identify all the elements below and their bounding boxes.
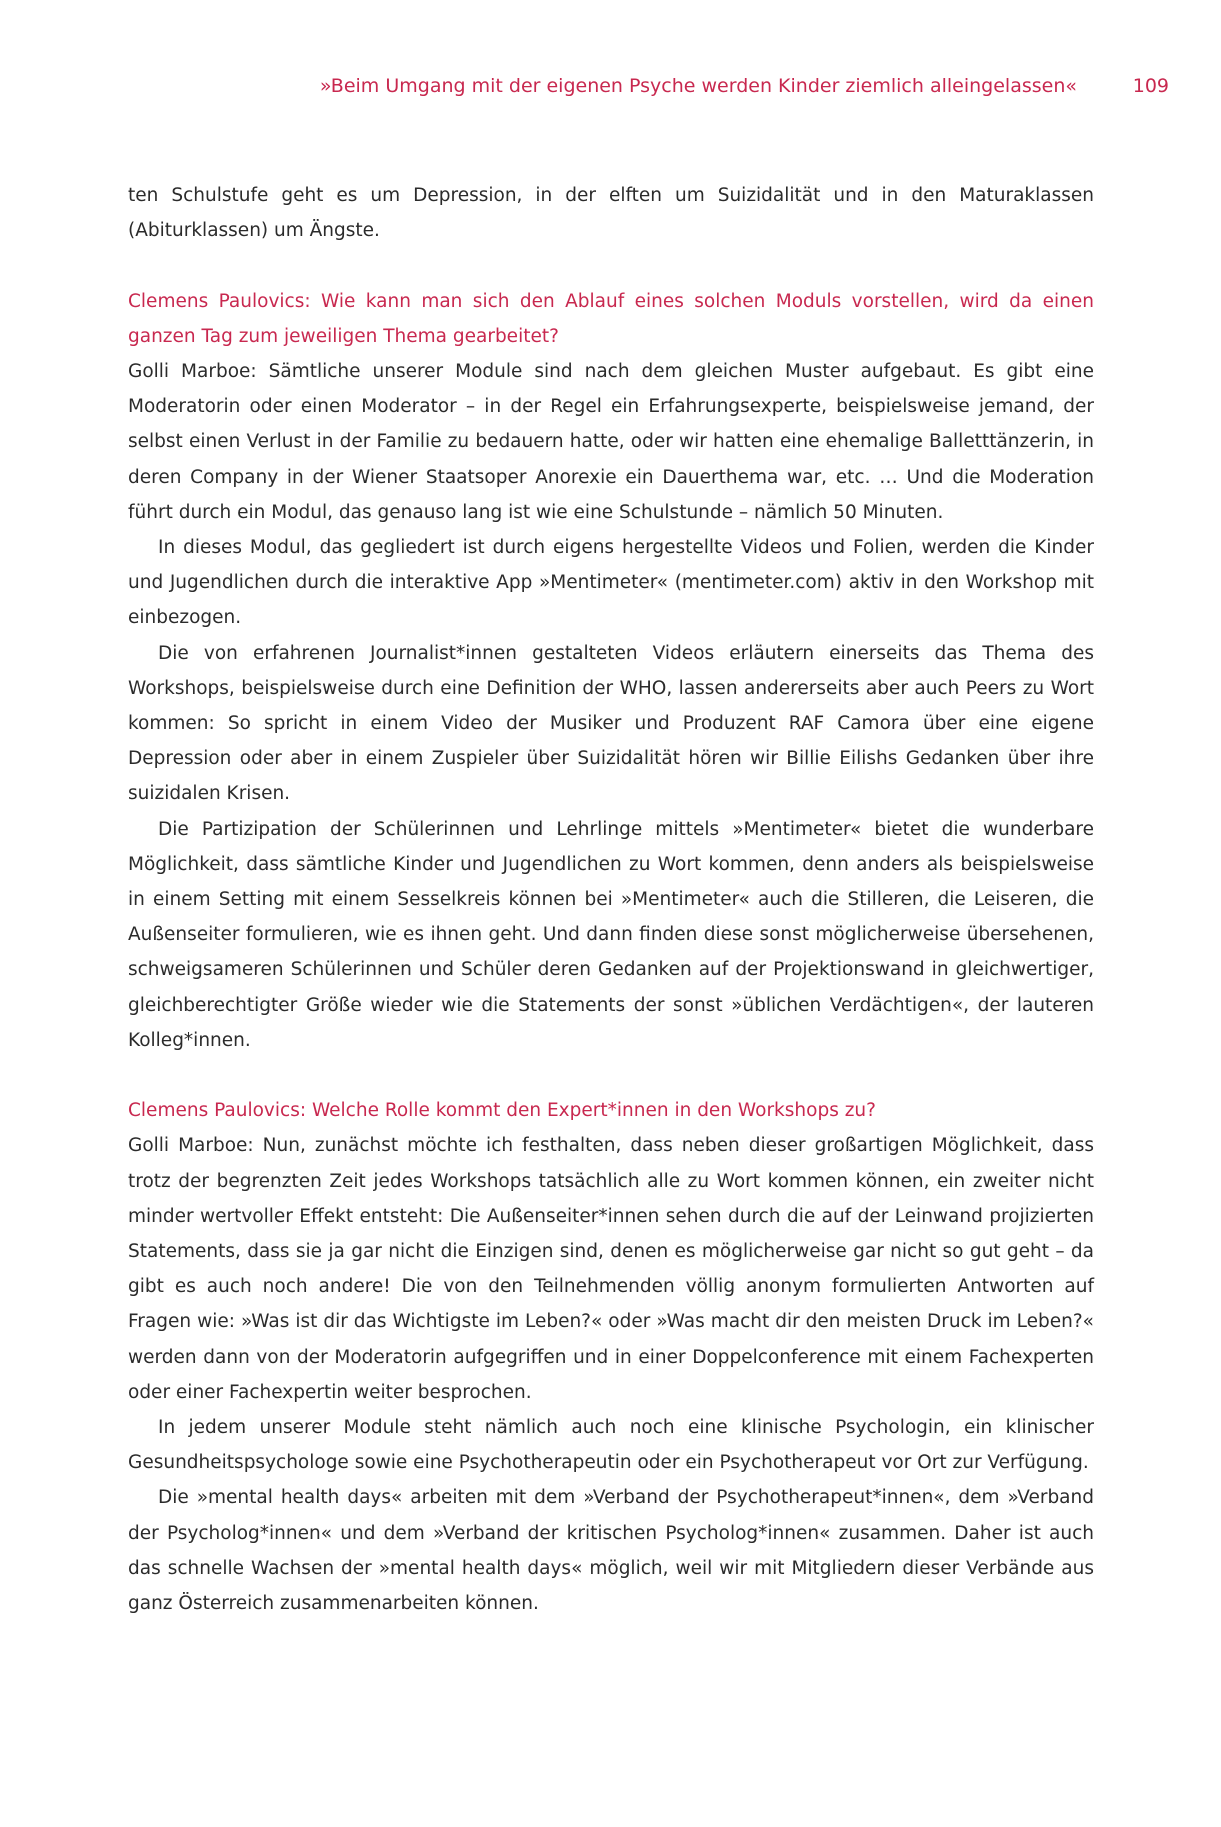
paragraph-continuation: ten Schulstufe geht es um Depression, in der elften um Suizidalität und in den Maturaklassen (Abiturklassen) um Ängste. (128, 185, 1094, 242)
paragraph: In dieses Modul, das gegliedert ist durch eigens hergestellte Videos und Folien, werden die Kinder und Jugendlichen durch die interaktive App »Mentimeter« (mentimeter.com) aktiv in den Workshop mit einbezogen. (128, 537, 1094, 629)
running-title: »Beim Umgang mit der eigenen Psyche werden Kinder ziemlich alleingelassen« (319, 75, 1077, 97)
paragraph: Die »mental health days« arbeiten mit dem »Verband der Psychotherapeut*innen«, dem »Verband der Psycholog*innen« und dem »Verband der kritischen Psycholog*innen« zusammen. Daher ist auch das schnelle Wachsen der »mental health days« möglich, weil wir mit Mitgliedern dieser Verbände aus ganz Österreich zusammenarbeiten können. (128, 1487, 1094, 1615)
paragraph: Die von erfahrenen Journalist*innen gestalteten Videos erläutern einerseits das Thema des Workshops, beispielsweise durch eine Definition der WHO, lassen andererseits aber auch Peers zu Wort kommen: So spricht in einem Video der Musiker und Produzent RAF Camora über eine eigene Depression oder aber in einem Zuspieler über Suizidalität hören wir Billie Eilishs Gedanken über ihre suizidalen Krisen. (128, 642, 1094, 805)
paragraph: In jedem unserer Module steht nämlich auch noch eine klinische Psychologin, ein klinischer Gesundheitspsychologe sowie eine Psychotherapeutin oder ein Psychotherapeut vor Ort zur Verfügung. (128, 1417, 1094, 1474)
interview-question: Clemens Paulovics: Welche Rolle kommt den Expert*innen in den Workshops zu? (128, 1100, 876, 1122)
page-number: 109 (1132, 75, 1169, 97)
paragraph: Die Partizipation der Schülerinnen und Lehrlinge mittels »Mentimeter« bietet die wunderbare Möglichkeit, dass sämtliche Kinder und Jugendlichen zu Wort kommen, denn anders als beispielsweise in einem Setting mit einem Sesselkreis können bei »Mentimeter« auch die Stilleren, die Leiseren, die Außenseiter formulieren, wie es ihnen geht. Und dann finden diese sonst möglicherweise übersehenen, schweigsameren Schülerinnen und Schüler deren Gedanken auf der Projektionswand in gleichwertiger, gleichberechtigter Größe wieder wie die Statements der sonst »üblichen Verdächtigen«, der lauteren Kolleg*innen. (128, 818, 1094, 1051)
interview-answer: Golli Marboe: Sämtliche unserer Module sind nach dem gleichen Muster aufgebaut. Es gibt eine Moderatorin oder einen Moderator – in der Regel ein Erfahrungsexperte, beispielsweise jemand, der selbst einen Verlust in der Familie zu bedauern hatte, oder wir hatten eine ehemalige Balletttänzerin, in deren Company in der Wiener Staatsoper Anorexie ein Dauerthema war, etc. … Und die Moderation führt durch ein Modul, das genauso lang ist wie eine Schulstunde – nämlich 50 Minuten. (128, 361, 1094, 523)
interview-question: Clemens Paulovics: Wie kann man sich den Ablauf eines solchen Moduls vorstellen, wird da einen ganzen Tag zum jeweiligen Thema gearbeitet? (128, 290, 1094, 347)
interview-answer: Golli Marboe: Nun, zunächst möchte ich festhalten, dass neben dieser großartigen Möglichkeit, dass trotz der begrenzten Zeit jedes Workshops tatsächlich alle zu Wort kommen können, ein zweiter nicht minder wertvoller Effekt entsteht: Die Außenseiter*innen sehen durch die auf der Leinwand projizierten Statements, dass sie ja gar nicht die Einzigen sind, denen es möglicherweise gar nicht so gut geht – da gibt es auch noch andere! Die von den Teilnehmenden völlig anonym formulierten Antworten auf Fragen wie: »Was ist dir das Wichtigste im Leben?« oder »Was macht dir den meisten Druck im Leben?« werden dann von der Moderatorin aufgegriffen und in einer Doppelconference mit einem Fachexperten oder einer Fachexpertin weiter besprochen. (128, 1135, 1094, 1403)
body-text (128, 178, 1094, 1621)
